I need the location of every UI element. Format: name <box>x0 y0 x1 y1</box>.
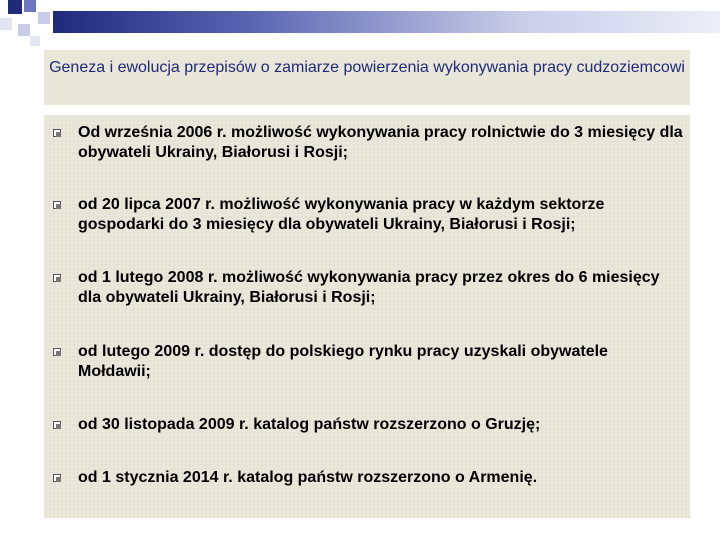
title-panel <box>44 50 690 105</box>
list-item-text: od 30 listopada 2009 r. katalog państw rozszerzono o Gruzję; <box>78 416 541 433</box>
square-bullet-icon <box>53 129 61 137</box>
decor-square <box>24 0 36 12</box>
list-item-text: Od września 2006 r. możliwość wykonywania pracy rolnictwie do 3 miesięcy dla obywateli Ukrainy, Białorusi i Rosji; <box>78 124 683 161</box>
slide-title: Geneza i ewolucja przepisów o zamiarze powierzenia wykonywania pracy cudzoziemcowi <box>49 59 685 76</box>
square-bullet-icon <box>53 421 61 429</box>
decor-square <box>8 0 22 14</box>
square-bullet-icon <box>53 474 61 482</box>
decor-square <box>38 12 50 24</box>
list-item-text: od lutego 2009 r. dostęp do polskiego rynku pracy uzyskali obywatele Mołdawii; <box>78 343 608 380</box>
list-item-text: od 1 stycznia 2014 r. katalog państw rozszerzono o Armenię. <box>78 469 538 486</box>
list-item-text: od 1 lutego 2008 r. możliwość wykonywania pracy przez okres do 6 miesięcy dla obywateli Ukrainy, Białorusi i Rosji; <box>78 269 660 306</box>
square-bullet-icon <box>53 201 61 209</box>
header-gradient-bar <box>53 11 720 33</box>
decor-square <box>30 36 40 46</box>
list-item-text: od 20 lipca 2007 r. możliwość wykonywania pracy w każdym sektorze gospodarki do 3 miesięcy dla obywateli Ukrainy, Białorusi i Rosji; <box>78 196 605 233</box>
decor-square <box>18 24 30 36</box>
square-bullet-icon <box>53 274 61 282</box>
decorative-header <box>0 0 720 50</box>
square-bullet-icon <box>53 348 61 356</box>
content-panel <box>44 115 690 518</box>
decor-square <box>0 18 12 30</box>
